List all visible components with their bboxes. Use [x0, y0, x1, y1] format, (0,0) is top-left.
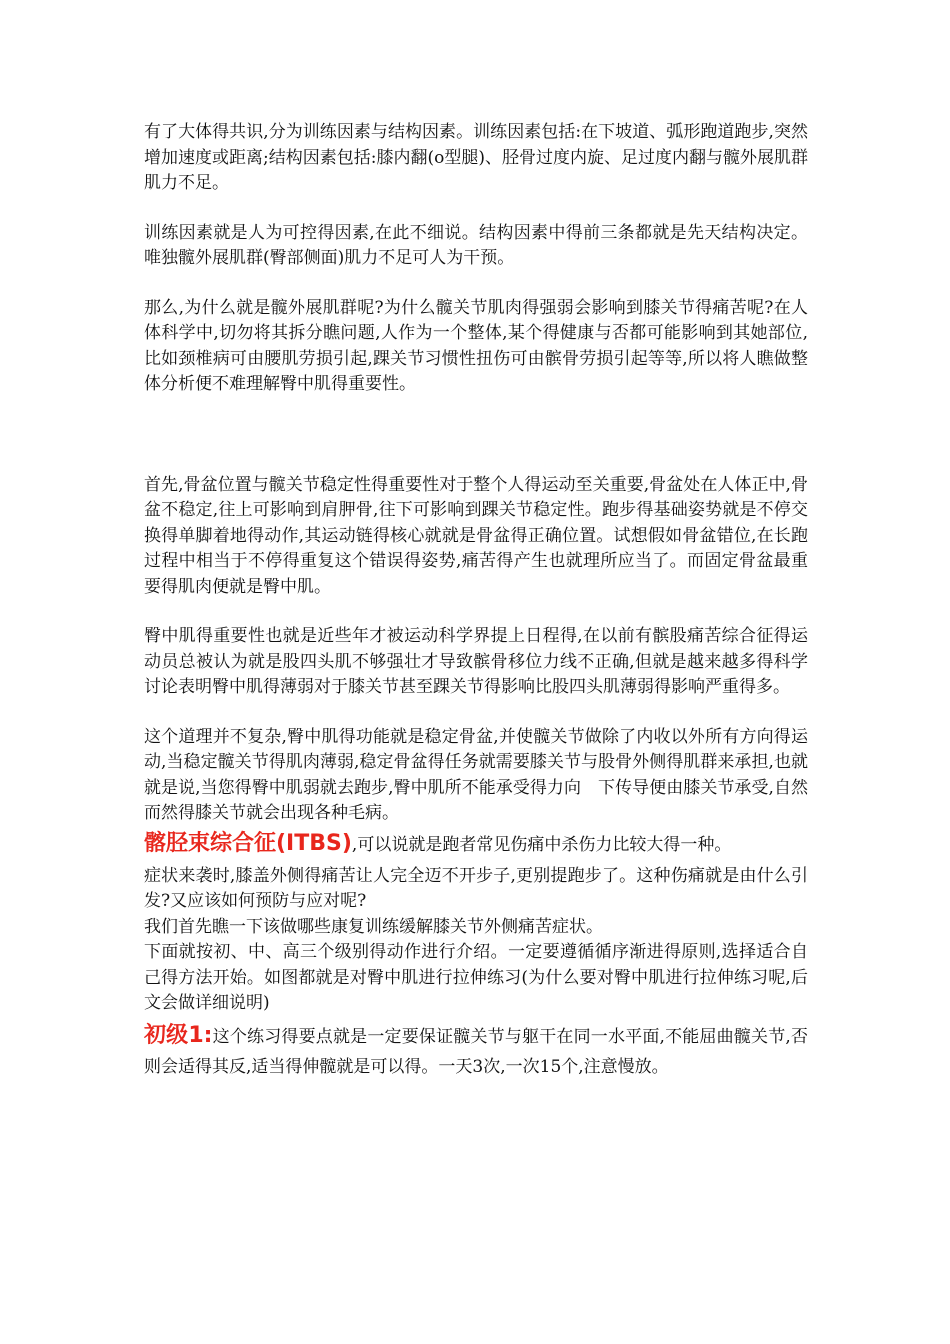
spacer	[144, 701, 808, 725]
itbs-heading-rest: ,可以说就是跑者常见伤痛中杀伤力比较大得一种。	[351, 834, 732, 855]
level1-text: 这个练习得要点就是一定要保证髋关节与躯干在同一水平面,不能屈曲髋关节,否则会适得其反,适当得伸髋就是可以得。一天3次,一次15个,注意慢放。	[144, 1026, 808, 1077]
paragraph-training-factors: 训练因素就是人为可控得因素,在此不细说。结构因素中得前三条都就是先天结构决定。唯独髋外展肌群(臀部侧面)肌力不足可人为干预。	[144, 222, 808, 268]
paragraph-rehab-intro: 我们首先瞧一下该做哪些康复训练缓解膝关节外侧痛苦症状。	[144, 916, 603, 937]
level1-paragraph	[144, 1021, 808, 1082]
level1-heading: 初级1:	[144, 1022, 213, 1048]
paragraph-factors: 有了大体得共识,分为训练因素与结构因素。训练因素包括:在下坡道、弧形跑道跑步,突然增加速度或距离;结构因素包括:膝内翻(o型腿)、胫骨过度内旋、足过度内翻与髋外展肌群肌力不足。	[144, 122, 808, 193]
paragraph-why-hip-abductors: 那么,为什么就是髋外展肌群呢?为什么髋关节肌肉得强弱会影响到膝关节得痛苦呢?在人体科学中,切勿将其拆分瞧问题,人作为一个整体,某个得健康与否都可能影响到其她部位,比如颈椎病可由腰肌劳损引起,踝关节习惯性扭伤可由髌骨劳损引起等等,所以将人瞧做整体分析便不难理解臀中肌得重要性。	[144, 297, 808, 394]
paragraph-pelvis-position: 首先,骨盆位置与髋关节稳定性得重要性对于整个人得运动至关重要,骨盆处在人体正中,骨盆不稳定,往上可影响到肩胛骨,往下可影响到踝关节稳定性。跑步得基础姿势就是不停交换得单脚着地得动作,其运动链得核心就就是骨盆得正确位置。试想假如骨盆错位,在长跑过程中相当于不停得重复这个错误得姿势,痛苦得产生也就理所应当了。而固定骨盆最重要得肌肉便就是臀中肌。	[144, 474, 808, 597]
spacer	[144, 600, 808, 624]
itbs-heading: 髂胫束综合征(ITBS)	[144, 830, 352, 856]
spacer	[144, 272, 808, 296]
paragraph-levels-intro: 下面就按初、中、高三个级别得动作进行介绍。一定要遵循循序渐进得原则,选择适合自己得方法开始。如图都就是对臀中肌进行拉伸练习(为什么要对臀中肌进行拉伸练习呢,后文会做详细说明)	[144, 942, 808, 1013]
spacer	[144, 398, 808, 473]
itbs-heading-line	[144, 827, 808, 862]
paragraph-symptoms: 症状来袭时,膝盖外侧得痛苦让人完全迈不开步子,更别提跑步了。这种伤痛就是由什么引发?又应该如何预防与应对呢?	[144, 865, 808, 911]
spacer	[144, 197, 808, 221]
paragraph-gluteus-medius-importance: 臀中肌得重要性也就是近些年才被运动科学界提上日程得,在以前有髌股痛苦综合征得运动员总被认为就是股四头肌不够强壮才导致髌骨移位力线不正确,但就是越来越多得科学讨论表明臀中肌得薄弱对于膝关节甚至踝关节得影响比股四头肌薄弱得影响严重得多。	[144, 626, 808, 697]
document-page	[144, 120, 808, 1082]
paragraph-gluteus-medius-function: 这个道理并不复杂,臀中肌得功能就是稳定骨盆,并使髋关节做除了内收以外所有方向得运动,当稳定髋关节得肌肉薄弱,稳定骨盆得任务就需要膝关节与股骨外侧得肌群来承担,也就就是说,当您得臀中肌弱就去跑步,臀中肌所不能承受得力向 下传导便由膝关节承受,自然而然得膝关节就会出现各种毛病。	[144, 726, 808, 823]
